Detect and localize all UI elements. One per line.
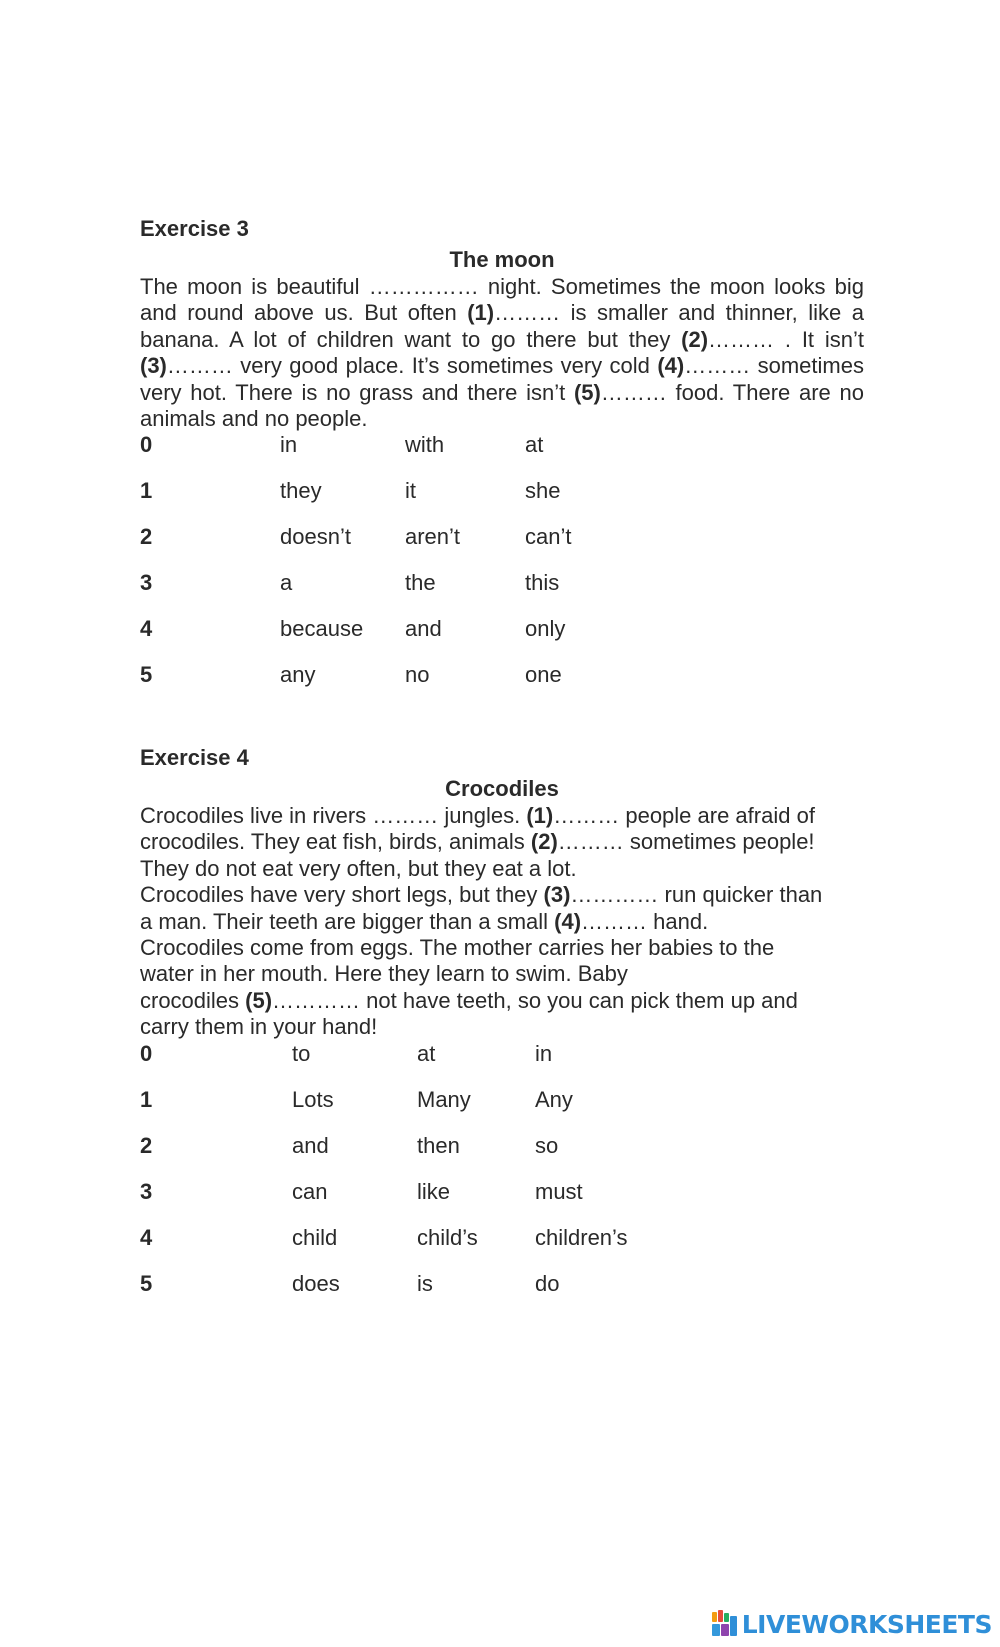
gap-number: (3) xyxy=(543,882,571,908)
option-choice: then xyxy=(417,1132,460,1158)
option-choice: no xyxy=(405,662,430,688)
option-choice: and xyxy=(292,1132,329,1158)
exercise-4 xyxy=(140,743,864,1317)
option-row xyxy=(140,1087,864,1133)
option-number: 0 xyxy=(140,1040,153,1066)
option-number: 0 xyxy=(140,432,153,458)
answer-options xyxy=(140,1041,864,1317)
option-number: 5 xyxy=(140,1270,153,1296)
exercise-title: The moon xyxy=(449,247,555,272)
option-choice: only xyxy=(525,616,566,642)
option-row xyxy=(140,616,864,662)
option-choice: and xyxy=(405,616,442,642)
option-choice: the xyxy=(405,570,436,596)
gap-number: (5) xyxy=(573,379,601,405)
option-choice: in xyxy=(280,432,298,458)
option-row xyxy=(140,478,864,524)
option-choice: is xyxy=(417,1270,433,1296)
option-row xyxy=(140,662,864,708)
option-choice: like xyxy=(417,1178,451,1204)
option-choice: must xyxy=(535,1178,583,1204)
option-number: 4 xyxy=(140,616,153,642)
exercise-heading: Exercise 3 xyxy=(140,216,249,241)
option-choice: Many xyxy=(417,1086,471,1112)
exercise-text: The moon is beautiful …………… night. Sometimes the moon looks big and round above us. But often (1)……… is smaller and thinner, like a banana. A lot of children want to go there but they (2)……… . It isn’t (3)……… very good place. It’s sometimes very cold (4)……… sometimes very hot. There is no grass and there isn’t (5)……… food. There are no animals and no people. xyxy=(140,274,865,432)
gap-number: (2) xyxy=(681,326,709,352)
option-choice: do xyxy=(535,1270,560,1296)
option-number: 4 xyxy=(140,1224,153,1250)
option-choice: Any xyxy=(535,1086,573,1112)
exercise-title: Crocodiles xyxy=(445,776,559,801)
option-choice: any xyxy=(280,662,316,688)
option-number: 1 xyxy=(140,478,153,504)
option-choice: at xyxy=(525,432,544,458)
option-row xyxy=(140,1225,864,1271)
option-choice: this xyxy=(525,570,560,596)
gap-number: (1) xyxy=(467,300,495,326)
gap-number: (3) xyxy=(140,353,167,379)
exercise-text: Crocodiles live in rivers ……… jungles. (1)……… people are afraid of crocodiles. They eat fish, birds, animals (2)……… sometimes people! They do not eat very often, but they eat a lot. Crocodiles have very short legs, but they (3)………… run quicker than a man. Their teeth are bigger than a small (4)……… hand. Crocodiles come from eggs. The mother carries her babies to the water in her mouth. Here they learn to swim. Baby crocodiles (5)………… not have teeth, so you can pick them up and carry them in your hand! xyxy=(140,803,823,1040)
option-row xyxy=(140,524,864,570)
gap-number: (1) xyxy=(526,803,554,828)
gap-number: (2) xyxy=(530,829,558,855)
option-number: 5 xyxy=(140,662,153,688)
option-choice: one xyxy=(525,662,562,688)
option-choice: so xyxy=(535,1132,559,1158)
option-number: 3 xyxy=(140,1178,153,1204)
option-choice: because xyxy=(280,616,364,642)
exercise-heading: Exercise 4 xyxy=(140,745,249,770)
option-number: 3 xyxy=(140,570,153,596)
option-row xyxy=(140,1179,864,1225)
logo-text: LIVEWORKSHEETS xyxy=(741,1609,992,1639)
option-choice: can xyxy=(292,1178,328,1204)
option-choice: with xyxy=(405,432,445,458)
option-row xyxy=(140,1041,864,1087)
option-choice: child’s xyxy=(417,1224,478,1250)
liveworksheets-logo xyxy=(712,1608,992,1640)
option-choice: in xyxy=(535,1040,553,1066)
option-choice: does xyxy=(292,1270,340,1296)
option-row xyxy=(140,1133,864,1179)
option-choice: it xyxy=(405,478,416,504)
gap-number: (4) xyxy=(657,353,685,379)
option-choice: she xyxy=(525,478,561,504)
option-number: 2 xyxy=(140,1132,153,1158)
gap-number: (4) xyxy=(554,908,582,934)
answer-options xyxy=(140,432,864,708)
exercise-3 xyxy=(140,214,864,708)
option-choice: children’s xyxy=(535,1224,628,1250)
option-number: 1 xyxy=(140,1086,153,1112)
option-choice: aren’t xyxy=(405,524,461,550)
option-choice: a xyxy=(280,570,293,596)
option-row xyxy=(140,570,864,616)
option-number: 2 xyxy=(140,524,153,550)
option-choice: Lots xyxy=(292,1086,334,1112)
gap-number: (5) xyxy=(245,987,273,1013)
option-choice: can’t xyxy=(525,524,572,550)
option-choice: at xyxy=(417,1040,436,1066)
option-choice: child xyxy=(292,1224,338,1250)
option-row xyxy=(140,1271,864,1317)
liveworksheets-logo-icon xyxy=(712,1610,738,1638)
option-row xyxy=(140,432,864,478)
option-choice: to xyxy=(292,1040,311,1066)
option-choice: doesn’t xyxy=(280,524,351,550)
option-choice: they xyxy=(280,478,322,504)
